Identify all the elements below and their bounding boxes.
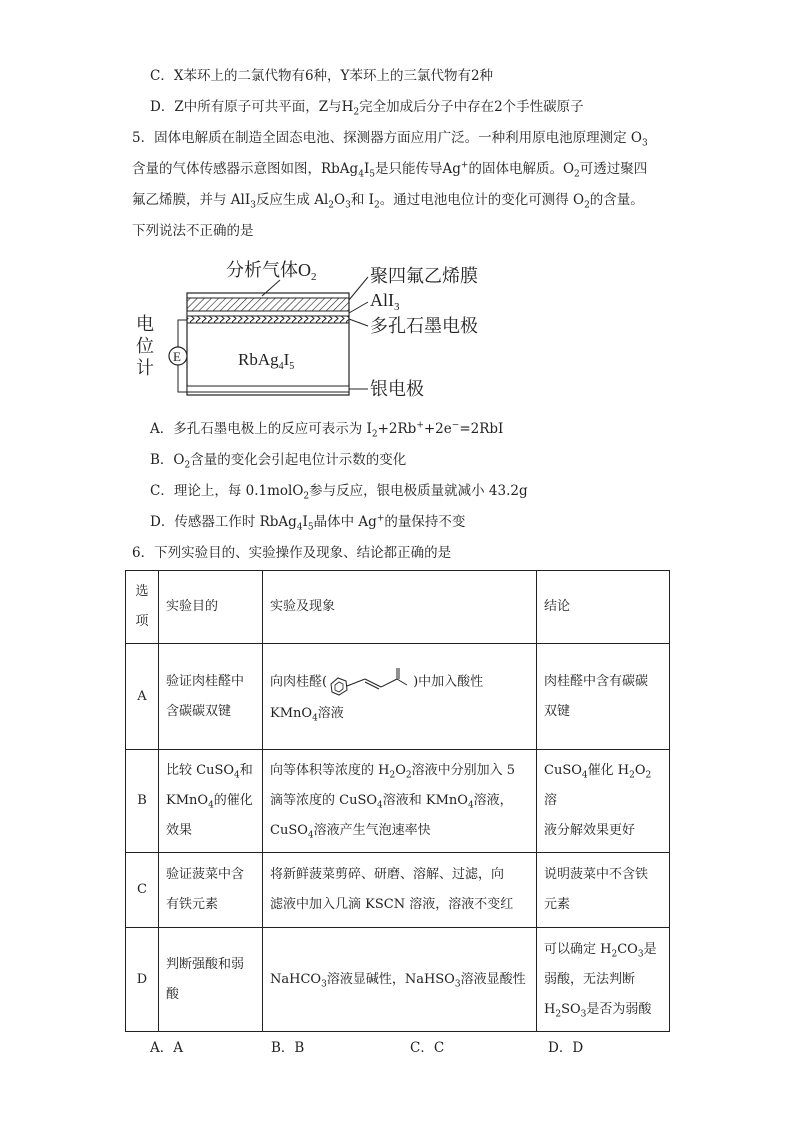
table-header-row [126,571,670,644]
gas-label: 分析气体$O_2$ [226,260,317,283]
q5-option-b: B．$O_2$含量的变化会引起电位计示数的变化 [150,452,407,471]
row-c-procedure: 将新鲜菠菜剪碎、研磨、溶解、过滤，向 滤液中加入几滴 KSCN 溶液，溶液不变红 [263,853,537,928]
row-b-option: B [126,750,159,853]
q6-answer-d[interactable]: D．D [548,1040,584,1056]
q5-stem-line1: 5．固体电解质在制造全固态电池、探测器方面应用广泛。一种利用原电池原理测定 $O_3$ [132,130,648,149]
meter-symbol: E [173,349,181,364]
gas-pointer [262,280,280,296]
q5-option-a: A．多孔石墨电极上的反应可表示为 $I_2+2Rb^++2e^-=2RbI$ [150,420,504,440]
row-b-conclusion: CuSO$_4$催化 $H_2O_2$溶 液分解效果更好 [537,750,670,853]
row-c-option: C [126,853,159,928]
q6-stem: 6．下列实验目的、实验操作及现象、结论都正确的是 [132,545,452,561]
header-conclusion: 结论 [537,571,670,644]
ali3-label: AlI$_3$ [370,290,400,313]
q5-option-c: C．理论上，每 0.1molO$_2$参与反应，银电极质量就减小 43.2g [150,483,528,502]
row-a-purpose: 验证肉桂醛中 含碳碳双键 [159,644,263,750]
table-row [126,853,670,928]
header-option: 选 项 [126,571,159,644]
header-procedure: 实验及现象 [263,571,537,644]
cinnamaldehyde-structure-icon [327,665,413,699]
q4-option-d: D．Z中所有原子可共平面，Z与$H_2$完全加成后分子中存在2个手性碳原子 [150,99,584,118]
row-c-conclusion: 说明菠菜中不含铁 元素 [537,853,670,928]
row-b-procedure: 向等体积等浓度的 $H_2O_2$溶液中分别加入 5 滴等浓度的 CuSO$_4$溶液和 KMnO$_4$溶液， CuSO$_4$溶液产生气泡速率快 [263,750,537,853]
graphite-electrode-layer [187,316,349,323]
meter-label-2: 位 [136,336,154,356]
silver-label: 银电极 [370,379,424,399]
q6-answer-b[interactable]: B．B [271,1040,305,1056]
row-d-conclusion: 可以确定 $H_2CO_3$是 弱酸，无法判断 $H_2SO_3$是否为弱酸 [537,928,670,1032]
ali3-layer [187,311,349,316]
meter-label-3: 计 [136,358,154,378]
silver-electrode-layer [187,386,349,392]
gas-sensor-diagram [130,252,510,402]
table-row [126,644,670,750]
meter-label-1: 电 [136,314,154,334]
table-row [126,750,670,853]
electrolyte-label: $RbAg_4I_5$ [238,350,295,372]
row-a-conclusion: 肉桂醛中含有碳碳 双键 [537,644,670,750]
q5-stem-line2: 含量的气体传感器示意图如图，$RbAg_4I_5$是只能传导Ag+的固体电解质。$O_2$可透过聚四 [132,160,648,180]
q6-answer-a[interactable]: A．A [150,1040,183,1056]
row-d-purpose: 判断强酸和弱 酸 [159,928,263,1032]
row-c-purpose: 验证菠菜中含 有铁元素 [159,853,263,928]
graphite-label: 多孔石墨电极 [370,316,478,336]
row-d-procedure: NaHCO$_3$溶液显碱性，NaHSO$_3$溶液显酸性 [263,928,537,1032]
q6-answer-options [0,1038,794,1058]
row-d-option: D [126,928,159,1032]
ptfe-label: 聚四氟乙烯膜 [370,266,478,286]
ptfe-membrane-layer [187,298,349,311]
q5-option-d: D．传感器工作时 $RbAg_4I_5$晶体中 Ag+的量保持不变 [150,513,466,533]
header-purpose: 实验目的 [159,571,263,644]
q4-option-c: C．X苯环上的二氯代物有6种，Y苯环上的三氯代物有2种 [150,68,494,84]
q5-stem-line3: 氟乙烯膜，并与 AlI$_3$反应生成 $Al_2O_3$和 $I_2$。通过电池电位计的变化可测得 $O_2$的含量。 [132,192,644,211]
row-b-purpose: 比较 CuSO$_4$和 KMnO$_4$的催化 效果 [159,750,263,853]
q6-answer-c[interactable]: C．C [410,1040,445,1056]
table-row [126,928,670,1032]
row-a-option: A [126,644,159,750]
q5-stem-line4: 下列说法不正确的是 [132,223,254,239]
row-a-procedure: 向肉桂醛( )中加入酸性 KMnO$_4$溶液 [263,644,537,750]
experiment-table [125,570,670,1032]
